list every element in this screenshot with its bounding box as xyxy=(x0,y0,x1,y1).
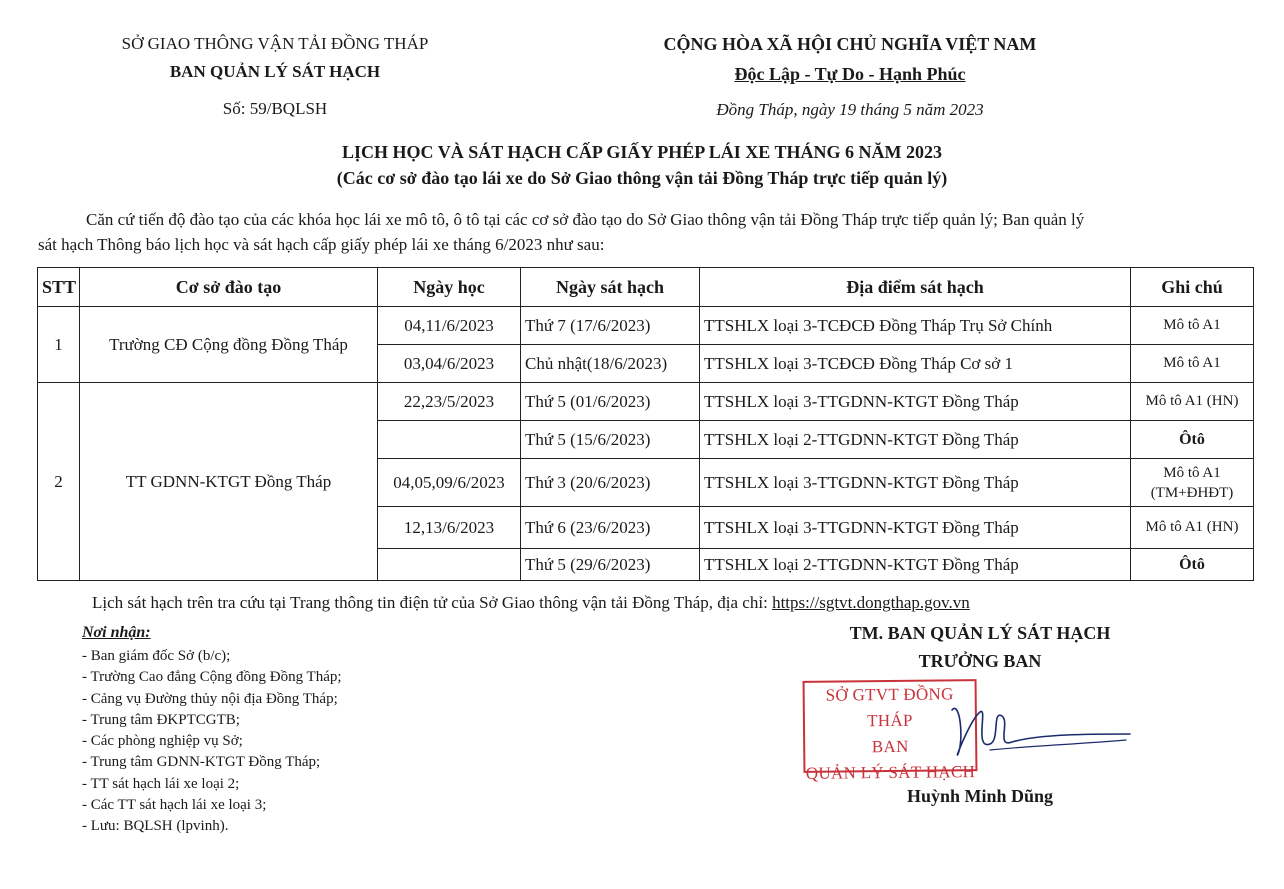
table-row xyxy=(38,307,1254,345)
signer-name: Huỳnh Minh Dũng xyxy=(906,786,1054,806)
handwritten-signature xyxy=(930,690,1140,770)
website-link[interactable]: https://sgtvt.dongthap.gov.vn xyxy=(772,593,970,612)
agency-name: SỞ GIAO THÔNG VẬN TẢI ĐỒNG THÁP xyxy=(121,34,429,53)
exam-date-cell: Thứ 5 (15/6/2023) xyxy=(521,421,700,459)
exam-place-cell: TTSHLX loại 3-TCĐCĐ Đồng Tháp Trụ Sở Chính xyxy=(700,307,1131,345)
list-item: - Cảng vụ Đường thủy nội địa Đồng Tháp; xyxy=(82,690,338,707)
schedule-table xyxy=(37,267,1254,581)
intro-line-1: Căn cứ tiến độ đào tạo của các khóa học lái xe mô tô, ô tô tại các cơ sở đào tạo do Sở Giao thông vận tải Đồng Tháp trực tiếp quản lý; Ban quản lý xyxy=(86,210,1085,229)
exam-place-cell: TTSHLX loại 2-TTGDNN-KTGT Đồng Tháp xyxy=(700,549,1131,581)
table-row xyxy=(38,383,1254,421)
lookup-line xyxy=(92,593,970,613)
exam-place-cell: TTSHLX loại 3-TTGDNN-KTGT Đồng Tháp xyxy=(700,507,1131,549)
signature-on-behalf: TM. BAN QUẢN LÝ SÁT HẠCH xyxy=(849,623,1111,643)
document-subtitle: (Các cơ sở đào tạo lái xe do Sở Giao thông vận tải Đồng Tháp trực tiếp quản lý) xyxy=(336,168,948,188)
study-dates-cell xyxy=(378,549,521,581)
note-cell: Mô tô A1 xyxy=(1131,307,1254,345)
exam-place-cell: TTSHLX loại 3-TTGDNN-KTGT Đồng Tháp xyxy=(700,383,1131,421)
exam-place-cell: TTSHLX loại 2-TTGDNN-KTGT Đồng Tháp xyxy=(700,421,1131,459)
note-cell: Mô tô A1 (HN) xyxy=(1131,507,1254,549)
list-item: - TT sát hạch lái xe loại 2; xyxy=(82,775,240,792)
exam-date-cell: Thứ 3 (20/6/2023) xyxy=(521,459,700,507)
exam-date-cell: Thứ 5 (29/6/2023) xyxy=(521,549,700,581)
school-cell: Trường CĐ Cộng đồng Đồng Tháp xyxy=(80,307,378,383)
header-exam-place: Địa điểm sát hạch xyxy=(700,268,1131,307)
intro-line-2: sát hạch Thông báo lịch học và sát hạch cấp giấy phép lái xe tháng 6/2023 như sau: xyxy=(38,235,605,254)
note-line-1: Mô tô A1 xyxy=(1163,464,1221,481)
header-exam-date: Ngày sát hạch xyxy=(521,268,700,307)
header-study-dates: Ngày học xyxy=(378,268,521,307)
list-item: - Lưu: BQLSH (lpvinh). xyxy=(82,818,229,835)
recipients-list xyxy=(82,646,342,838)
study-dates-cell: 04,05,09/6/2023 xyxy=(378,459,521,507)
stamp-line-3: QUẢN LÝ SÁT HẠCH xyxy=(805,762,976,783)
study-dates-cell: 03,04/6/2023 xyxy=(378,345,521,383)
lookup-text: Lịch sát hạch trên tra cứu tại Trang thông tin điện tử của Sở Giao thông vận tải Đồng Tháp, địa chỉ: xyxy=(92,593,768,612)
list-item: - Trung tâm GDNN-KTGT Đồng Tháp; xyxy=(82,754,321,771)
document-number: Số: 59/BQLSH xyxy=(222,99,328,118)
exam-date-cell: Thứ 6 (23/6/2023) xyxy=(521,507,700,549)
school-cell: TT GDNN-KTGT Đồng Tháp xyxy=(80,383,378,581)
study-dates-cell: 12,13/6/2023 xyxy=(378,507,521,549)
place-date: Đồng Tháp, ngày 19 tháng 5 năm 2023 xyxy=(716,100,984,119)
note-cell: Ôtô xyxy=(1131,421,1254,459)
note-cell: Mô tô A1 (HN) xyxy=(1131,383,1254,421)
study-dates-cell xyxy=(378,421,521,459)
exam-date-cell: Chủ nhật(18/6/2023) xyxy=(521,345,700,383)
note-cell: Mô tô A1 xyxy=(1131,345,1254,383)
list-item: - Trường Cao đẳng Cộng đồng Đồng Tháp; xyxy=(82,669,342,686)
exam-place-cell: TTSHLX loại 3-TCĐCĐ Đồng Tháp Cơ sở 1 xyxy=(700,345,1131,383)
stt-cell: 2 xyxy=(38,383,80,581)
document-title: LỊCH HỌC VÀ SÁT HẠCH CẤP GIẤY PHÉP LÁI XE THÁNG 6 NĂM 2023 xyxy=(342,142,942,162)
note-cell: Ôtô xyxy=(1131,549,1254,581)
table-header-row xyxy=(38,268,1254,307)
signature-position: TRƯỞNG BAN xyxy=(918,651,1042,671)
header-notes: Ghi chú xyxy=(1131,268,1254,307)
note-cell xyxy=(1131,459,1254,507)
note-line-2: (TM+ĐHĐT) xyxy=(1150,484,1234,501)
list-item: - Các phòng nghiệp vụ Sở; xyxy=(82,733,243,750)
header-school: Cơ sở đào tạo xyxy=(80,268,378,307)
stamp-line-1: SỞ GTVT ĐỒNG THÁP xyxy=(825,684,954,731)
stamp-line-2: BAN xyxy=(871,736,909,757)
nation-name: CỘNG HÒA XÃ HỘI CHỦ NGHĨA VIỆT NAM xyxy=(663,34,1037,54)
list-item: - Các TT sát hạch lái xe loại 3; xyxy=(82,797,267,814)
list-item: - Trung tâm ĐKPTCGTB; xyxy=(82,711,240,728)
recipients-heading: Nơi nhận: xyxy=(82,624,151,641)
study-dates-cell: 22,23/5/2023 xyxy=(378,383,521,421)
exam-place-cell: TTSHLX loại 3-TTGDNN-KTGT Đồng Tháp xyxy=(700,459,1131,507)
exam-date-cell: Thứ 5 (01/6/2023) xyxy=(521,383,700,421)
exam-date-cell: Thứ 7 (17/6/2023) xyxy=(521,307,700,345)
department-name: BAN QUẢN LÝ SÁT HẠCH xyxy=(169,62,381,81)
list-item: - Ban giám đốc Sở (b/c); xyxy=(82,648,231,664)
national-motto: Độc Lập - Tự Do - Hạnh Phúc xyxy=(734,64,966,84)
stt-cell: 1 xyxy=(38,307,80,383)
study-dates-cell: 04,11/6/2023 xyxy=(378,307,521,345)
header-stt: STT xyxy=(38,268,80,307)
